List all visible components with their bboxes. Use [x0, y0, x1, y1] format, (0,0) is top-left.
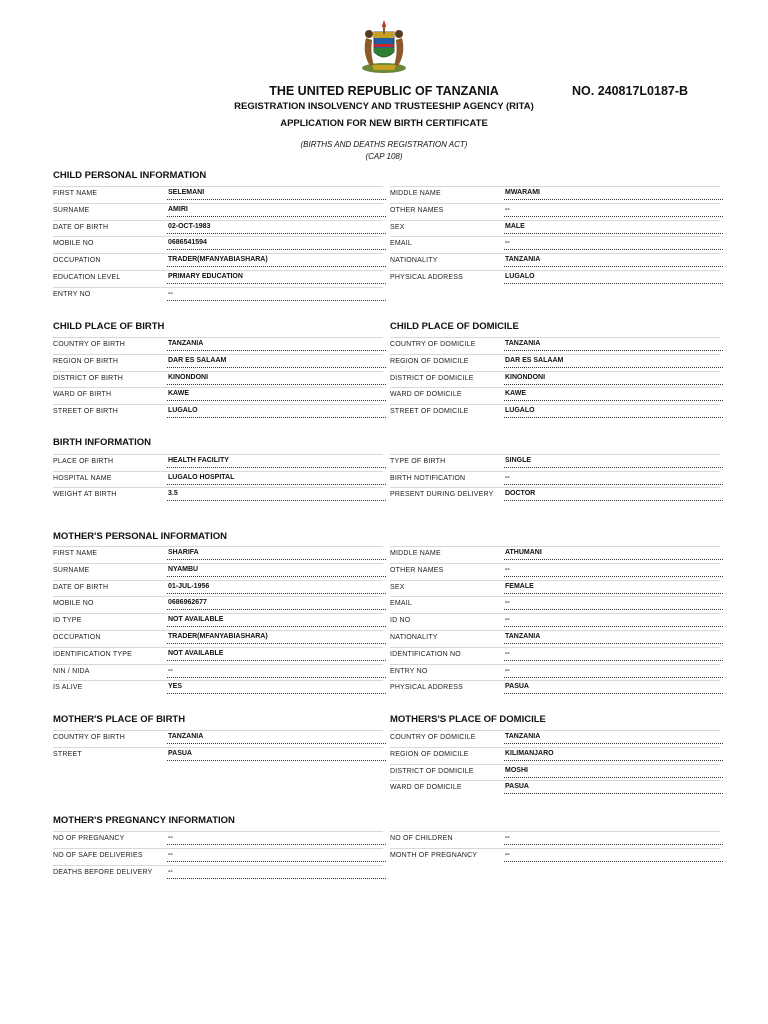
mother-birth-place-section-title: MOTHER'S PLACE OF BIRTH: [53, 714, 186, 725]
field-label: PRESENT DURING DELIVERY: [390, 491, 494, 498]
field-label: OCCUPATION: [53, 634, 101, 641]
field-email: [390, 236, 720, 252]
field-label: IDENTIFICATION NO: [390, 650, 461, 658]
field-label: BIRTH NOTIFICATION: [390, 474, 466, 482]
field-value: FEMALE: [504, 582, 723, 594]
field-label: MOBILE NO: [53, 600, 94, 608]
field-email: [390, 596, 720, 612]
field-label: NO OF CHILDREN: [390, 835, 453, 842]
field-label: EDUCATION LEVEL: [53, 274, 121, 281]
field-value: --: [504, 238, 723, 250]
field-label: IDENTIFICATION TYPE: [53, 650, 132, 658]
field-id-type: [53, 613, 383, 629]
field-value: NYAMBU: [167, 565, 386, 577]
row-divider: [390, 186, 720, 187]
field-label: DATE OF BIRTH: [53, 583, 109, 591]
row-divider: [53, 848, 383, 849]
row-divider: [53, 253, 383, 254]
field-value: SELEMANI: [167, 188, 386, 200]
field-label: ID NO: [390, 617, 411, 625]
field-country-of-domicile: [390, 337, 720, 353]
row-divider: [390, 780, 720, 781]
row-divider: [53, 371, 383, 372]
field-occupation: [53, 253, 383, 269]
field-label: PLACE OF BIRTH: [53, 458, 114, 465]
row-divider: [53, 563, 383, 564]
row-divider: [390, 487, 720, 488]
field-label: FIRST NAME: [53, 550, 98, 557]
row-divider: [390, 747, 720, 748]
row-divider: [390, 730, 720, 731]
field-value: --: [504, 598, 723, 610]
row-divider: [390, 371, 720, 372]
row-divider: [390, 680, 720, 681]
field-value: --: [504, 205, 723, 217]
field-label: MOBILE NO: [53, 240, 94, 248]
coat-of-arms-icon: [358, 18, 410, 76]
field-mobile-no: [53, 596, 383, 612]
row-divider: [53, 387, 383, 388]
field-value: 01-JUL-1956: [167, 582, 386, 594]
row-divider: [390, 471, 720, 472]
field-label: MONTH OF PREGNANCY: [390, 851, 478, 859]
field-label: COUNTRY OF BIRTH: [53, 341, 126, 348]
field-value: TANZANIA: [504, 255, 723, 267]
field-label: DISTRICT OF DOMICILE: [390, 767, 474, 775]
field-label: TYPE OF BIRTH: [390, 458, 446, 465]
field-value: --: [504, 473, 723, 485]
field-label: NO OF PREGNANCY: [53, 835, 125, 842]
field-value: KINONDONI: [504, 373, 723, 385]
field-region-of-birth: [53, 354, 383, 370]
row-divider: [53, 270, 383, 271]
field-date-of-birth: [53, 220, 383, 236]
agency-title: REGISTRATION INSOLVENCY AND TRUSTEESHIP AGENCY (RITA): [234, 101, 534, 112]
field-value: LUGALO: [167, 406, 386, 418]
field-value: 3.5: [167, 489, 386, 501]
field-value: LUGALO: [504, 406, 723, 418]
row-divider: [390, 220, 720, 221]
field-street-of-birth: [53, 404, 383, 420]
row-divider: [53, 596, 383, 597]
field-region-of-domicile: [390, 747, 720, 763]
row-divider: [390, 387, 720, 388]
field-value: KILIMANJARO: [504, 749, 723, 761]
field-country-of-domicile: [390, 730, 720, 746]
field-value: 0686541594: [167, 238, 386, 250]
field-label: SURNAME: [53, 566, 90, 574]
field-label: STREET: [53, 750, 82, 758]
field-label: DISTRICT OF DOMICILE: [390, 374, 474, 382]
row-divider: [53, 613, 383, 614]
field-value: NOT AVAILABLE: [167, 615, 386, 627]
row-divider: [390, 454, 720, 455]
field-surname: [53, 563, 383, 579]
field-value: PASUA: [504, 682, 723, 694]
field-label: ENTRY NO: [53, 290, 91, 298]
field-no-of-children: [390, 831, 720, 847]
row-divider: [53, 546, 383, 547]
field-value: --: [504, 850, 723, 862]
field-label: PHYSICAL ADDRESS: [390, 684, 463, 692]
row-divider: [53, 647, 383, 648]
field-value: SHARIFA: [167, 548, 386, 560]
field-no-of-pregnancy: [53, 831, 383, 847]
mother-birth-place-section-title-right: MOTHERS'S PLACE OF DOMICILE: [390, 714, 546, 725]
field-value: LUGALO HOSPITAL: [167, 473, 386, 485]
field-first-name: [53, 546, 383, 562]
field-other-names: [390, 563, 720, 579]
field-value: DAR ES SALAAM: [167, 356, 386, 368]
field-value: KAWE: [504, 389, 723, 401]
row-divider: [53, 487, 383, 488]
field-label: COUNTRY OF DOMICILE: [390, 341, 476, 348]
field-label: WEIGHT AT BIRTH: [53, 491, 117, 498]
row-divider: [390, 580, 720, 581]
field-label: NATIONALITY: [390, 257, 438, 265]
birth-info-section-title: BIRTH INFORMATION: [53, 437, 151, 448]
row-divider: [53, 354, 383, 355]
field-label: WARD OF BIRTH: [53, 391, 112, 399]
field-label: SEX: [390, 583, 405, 591]
field-nin-nida: [53, 664, 383, 680]
field-value: KAWE: [167, 389, 386, 401]
field-ward-of-birth: [53, 387, 383, 403]
field-label: PHYSICAL ADDRESS: [390, 274, 463, 281]
row-divider: [53, 747, 383, 748]
field-label: STREET OF DOMICILE: [390, 408, 469, 416]
act-name: (BIRTHS AND DEATHS REGISTRATION ACT): [300, 140, 468, 149]
field-label: STREET OF BIRTH: [53, 408, 118, 416]
row-divider: [53, 831, 383, 832]
field-value: ATHUMANI: [504, 548, 723, 560]
field-value: 02-OCT-1983: [167, 222, 386, 234]
field-label: REGION OF DOMICILE: [390, 357, 469, 365]
field-value: TANZANIA: [167, 732, 386, 744]
field-value: LUGALO: [504, 272, 723, 284]
field-label: SURNAME: [53, 206, 90, 214]
field-label: WARD OF DOMICILE: [390, 391, 462, 399]
field-value: NOT AVAILABLE: [167, 649, 386, 661]
field-region-of-domicile: [390, 354, 720, 370]
child-birth-place-section-title: CHILD PLACE OF BIRTH: [53, 321, 165, 332]
pregnancy-section-title: MOTHER'S PREGNANCY INFORMATION: [53, 815, 235, 826]
row-divider: [390, 236, 720, 237]
field-label: EMAIL: [390, 600, 413, 608]
field-month-of-pregnancy: [390, 848, 720, 864]
field-value: TANZANIA: [504, 632, 723, 644]
field-label: EMAIL: [390, 240, 413, 248]
field-label: OTHER NAMES: [390, 566, 444, 574]
row-divider: [390, 848, 720, 849]
row-divider: [390, 337, 720, 338]
row-divider: [53, 865, 383, 866]
field-nationality: [390, 253, 720, 269]
field-value: PASUA: [504, 782, 723, 794]
row-divider: [390, 253, 720, 254]
field-label: NIN / NIDA: [53, 667, 90, 675]
country-title: THE UNITED REPUBLIC OF TANZANIA: [269, 84, 499, 98]
field-hospital-name: [53, 471, 383, 487]
row-divider: [53, 471, 383, 472]
row-divider: [53, 680, 383, 681]
field-physical-address: [390, 270, 720, 286]
field-present-during-delivery: [390, 487, 720, 503]
field-identification-type: [53, 647, 383, 663]
field-date-of-birth: [53, 580, 383, 596]
field-district-of-domicile: [390, 371, 720, 387]
field-physical-address: [390, 680, 720, 696]
field-education-level: [53, 270, 383, 286]
field-label: DEATHS BEFORE DELIVERY: [53, 868, 153, 876]
field-country-of-birth: [53, 730, 383, 746]
row-divider: [53, 186, 383, 187]
field-value: PRIMARY EDUCATION: [167, 272, 386, 284]
field-value: --: [167, 867, 386, 879]
row-divider: [390, 563, 720, 564]
field-label: OTHER NAMES: [390, 206, 444, 214]
field-deaths-before-delivery: [53, 865, 383, 881]
field-middle-name: [390, 186, 720, 202]
field-value: --: [167, 833, 386, 845]
act-reference: [0, 139, 768, 163]
field-value: TRADER(MFANYABIASHARA): [167, 632, 386, 644]
act-cap: (CAP 108): [365, 152, 403, 161]
field-value: MWARAMI: [504, 188, 723, 200]
field-label: DISTRICT OF BIRTH: [53, 374, 124, 382]
field-label: COUNTRY OF BIRTH: [53, 734, 126, 741]
field-label: COUNTRY OF DOMICILE: [390, 734, 476, 741]
field-value: TANZANIA: [504, 339, 723, 351]
row-divider: [390, 270, 720, 271]
mother-personal-section-title: MOTHER'S PERSONAL INFORMATION: [53, 531, 227, 542]
field-place-of-birth: [53, 454, 383, 470]
field-type-of-birth: [390, 454, 720, 470]
field-value: --: [504, 615, 723, 627]
field-label: WARD OF DOMICILE: [390, 784, 462, 792]
field-label: MIDDLE NAME: [390, 550, 441, 557]
field-value: --: [504, 565, 723, 577]
field-label: ENTRY NO: [390, 667, 428, 675]
field-identification-no: [390, 647, 720, 663]
field-street: [53, 747, 383, 763]
field-street-of-domicile: [390, 404, 720, 420]
row-divider: [390, 831, 720, 832]
row-divider: [53, 337, 383, 338]
field-entry-no: [53, 287, 383, 303]
field-ward-of-domicile: [390, 780, 720, 796]
row-divider: [390, 664, 720, 665]
field-first-name: [53, 186, 383, 202]
row-divider: [390, 613, 720, 614]
row-divider: [53, 580, 383, 581]
field-value: DOCTOR: [504, 489, 723, 501]
field-value: AMIRI: [167, 205, 386, 217]
field-label: SEX: [390, 223, 405, 231]
field-id-no: [390, 613, 720, 629]
row-divider: [53, 287, 383, 288]
field-surname: [53, 203, 383, 219]
child-personal-section-title: CHILD PERSONAL INFORMATION: [53, 170, 207, 181]
document-number: NO. 240817L0187-B: [572, 84, 689, 98]
row-divider: [390, 630, 720, 631]
row-divider: [53, 220, 383, 221]
row-divider: [390, 596, 720, 597]
field-entry-no: [390, 664, 720, 680]
form-title: APPLICATION FOR NEW BIRTH CERTIFICATE: [280, 118, 488, 129]
field-label: DATE OF BIRTH: [53, 223, 109, 231]
field-is-alive: [53, 680, 383, 696]
field-birth-notification: [390, 471, 720, 487]
field-label: ID TYPE: [53, 617, 82, 625]
field-value: --: [167, 289, 386, 301]
row-divider: [53, 664, 383, 665]
field-label: REGION OF BIRTH: [53, 357, 119, 365]
row-divider: [53, 630, 383, 631]
row-divider: [390, 647, 720, 648]
field-other-names: [390, 203, 720, 219]
field-label: REGION OF DOMICILE: [390, 750, 469, 758]
field-value: --: [504, 666, 723, 678]
field-label: IS ALIVE: [53, 684, 83, 692]
field-label: MIDDLE NAME: [390, 190, 441, 197]
row-divider: [390, 203, 720, 204]
row-divider: [53, 203, 383, 204]
field-label: NO OF SAFE DELIVERIES: [53, 851, 143, 859]
field-value: PASUA: [167, 749, 386, 761]
field-district-of-domicile: [390, 764, 720, 780]
row-divider: [53, 730, 383, 731]
field-nationality: [390, 630, 720, 646]
field-value: MOSHI: [504, 766, 723, 778]
field-value: YES: [167, 682, 386, 694]
field-value: TANZANIA: [167, 339, 386, 351]
field-value: --: [167, 850, 386, 862]
field-label: HOSPITAL NAME: [53, 474, 112, 482]
field-country-of-birth: [53, 337, 383, 353]
field-value: --: [504, 649, 723, 661]
field-occupation: [53, 630, 383, 646]
field-label: NATIONALITY: [390, 634, 438, 641]
field-label: FIRST NAME: [53, 190, 98, 197]
field-value: HEALTH FACILITY: [167, 456, 386, 468]
row-divider: [390, 764, 720, 765]
field-value: KINONDONI: [167, 373, 386, 385]
field-middle-name: [390, 546, 720, 562]
field-label: OCCUPATION: [53, 257, 101, 265]
field-mobile-no: [53, 236, 383, 252]
field-ward-of-domicile: [390, 387, 720, 403]
row-divider: [390, 404, 720, 405]
field-no-of-safe-deliveries: [53, 848, 383, 864]
field-sex: [390, 580, 720, 596]
field-value: TANZANIA: [504, 732, 723, 744]
field-value: --: [504, 833, 723, 845]
row-divider: [53, 236, 383, 237]
field-value: 0686962677: [167, 598, 386, 610]
field-sex: [390, 220, 720, 236]
child-birth-place-section-title-right: CHILD PLACE OF DOMICILE: [390, 321, 519, 332]
field-value: --: [167, 666, 386, 678]
field-value: MALE: [504, 222, 723, 234]
row-divider: [390, 546, 720, 547]
row-divider: [53, 454, 383, 455]
row-divider: [390, 354, 720, 355]
field-value: SINGLE: [504, 456, 723, 468]
field-district-of-birth: [53, 371, 383, 387]
field-weight-at-birth: [53, 487, 383, 503]
field-value: DAR ES SALAAM: [504, 356, 723, 368]
row-divider: [53, 404, 383, 405]
field-value: TRADER(MFANYABIASHARA): [167, 255, 386, 267]
